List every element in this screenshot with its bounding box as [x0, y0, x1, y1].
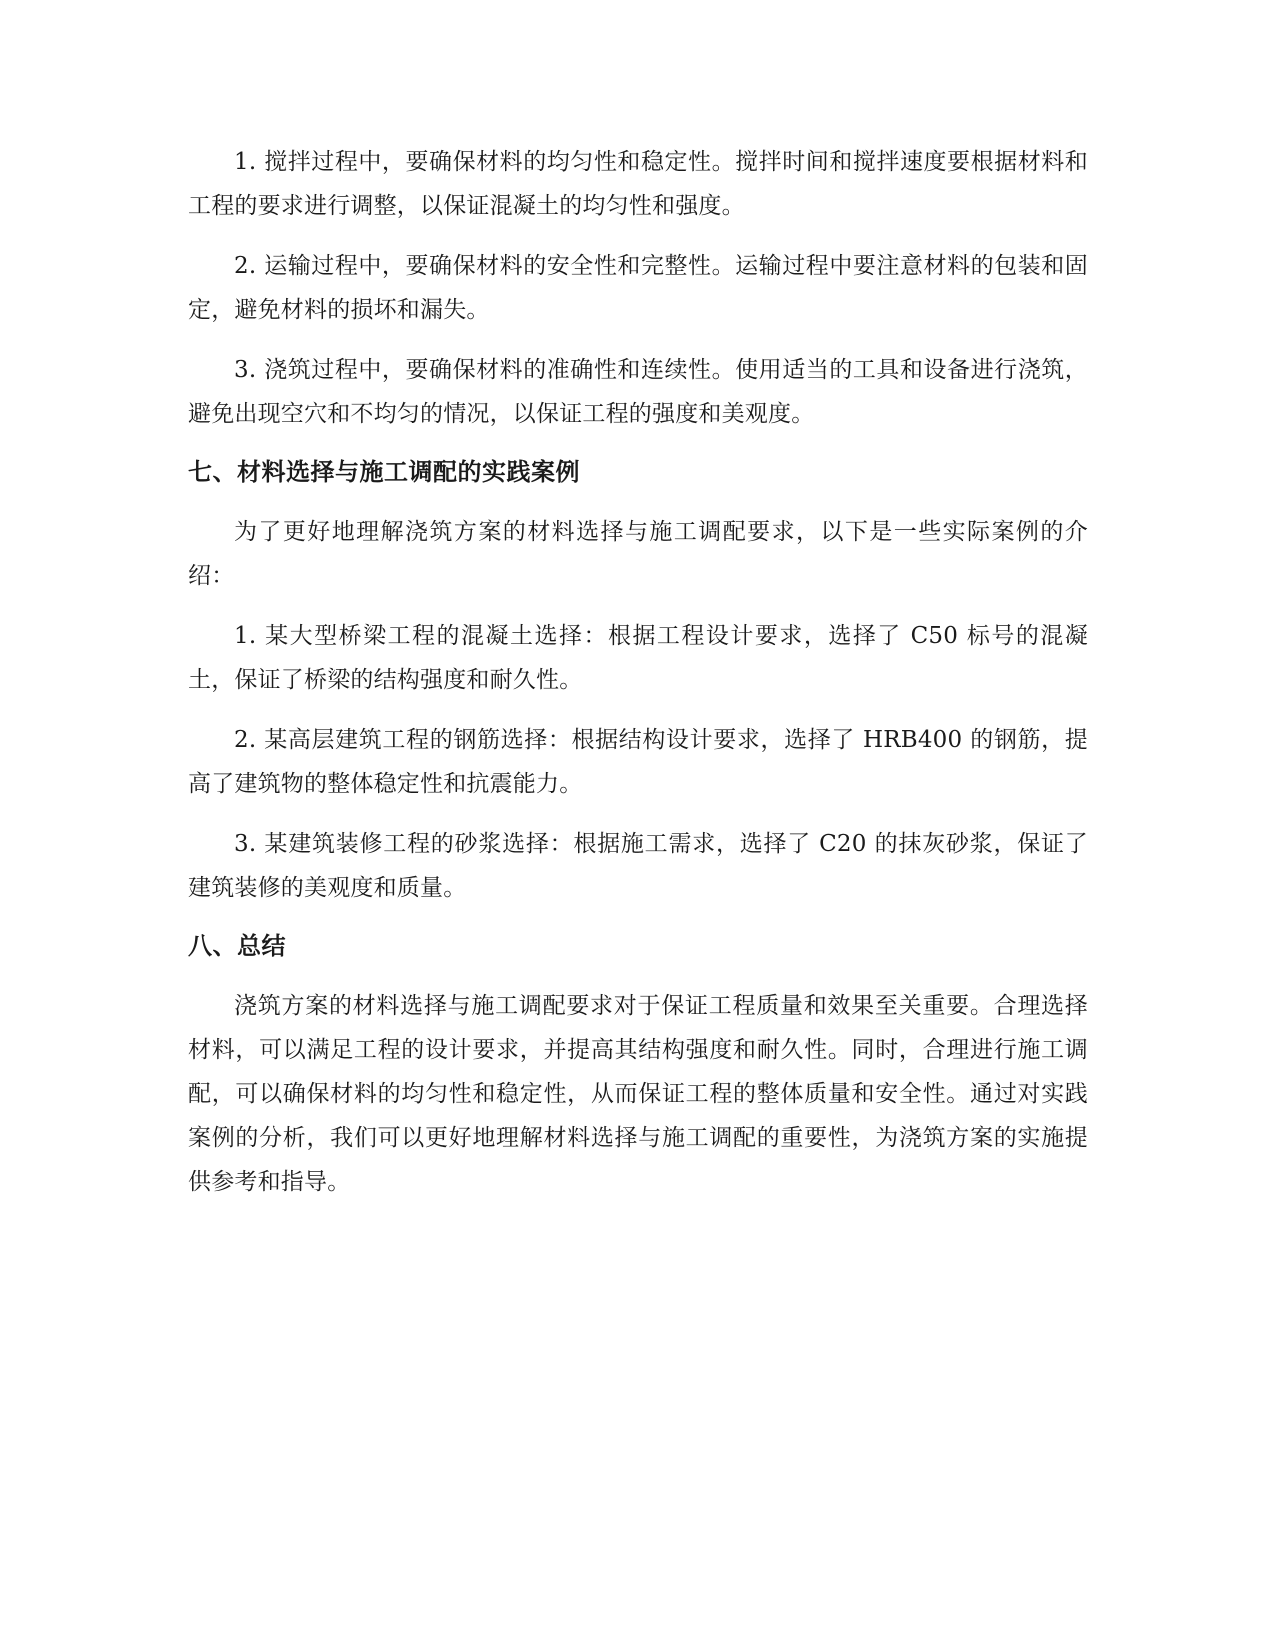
case-highrise-paragraph: 2. 某高层建筑工程的钢筋选择：根据结构设计要求，选择了 HRB400 的钢筋，提高了建筑物的整体稳定性和抗震能力。 — [188, 727, 1088, 797]
pouring-paragraph: 3. 浇筑过程中，要确保材料的准确性和连续性。使用适当的工具和设备进行浇筑，避免出现空穴和不均匀的情况，以保证工程的强度和美观度。 — [188, 357, 1088, 427]
page-content — [188, 140, 1088, 1220]
section-seven-intro: 为了更好地理解浇筑方案的材料选择与施工调配要求，以下是一些实际案例的介绍： — [188, 519, 1088, 589]
case-decoration-paragraph: 3. 某建筑装修工程的砂浆选择：根据施工需求，选择了 C20 的抹灰砂浆，保证了建筑装修的美观度和质量。 — [188, 831, 1088, 901]
mixing-paragraph: 1. 搅拌过程中，要确保材料的均匀性和稳定性。搅拌时间和搅拌速度要根据材料和工程的要求进行调整，以保证混凝土的均匀性和强度。 — [188, 149, 1088, 219]
transport-paragraph: 2. 运输过程中，要确保材料的安全性和完整性。运输过程中要注意材料的包装和固定，避免材料的损坏和漏失。 — [188, 253, 1088, 323]
case-bridge-paragraph: 1. 某大型桥梁工程的混凝土选择：根据工程设计要求，选择了 C50 标号的混凝土，保证了桥梁的结构强度和耐久性。 — [188, 623, 1088, 693]
summary-paragraph: 浇筑方案的材料选择与施工调配要求对于保证工程质量和效果至关重要。合理选择材料，可以满足工程的设计要求，并提高其结构强度和耐久性。同时，合理进行施工调配，可以确保材料的均匀性和稳定性，从而保证工程的整体质量和安全性。通过对实践案例的分析，我们可以更好地理解材料选择与施工调配的重要性，为浇筑方案的实施提供参考和指导。 — [188, 993, 1088, 1195]
section-seven-heading: 七、材料选择与施工调配的实践案例 — [188, 458, 580, 486]
section-eight-heading: 八、总结 — [188, 932, 286, 960]
